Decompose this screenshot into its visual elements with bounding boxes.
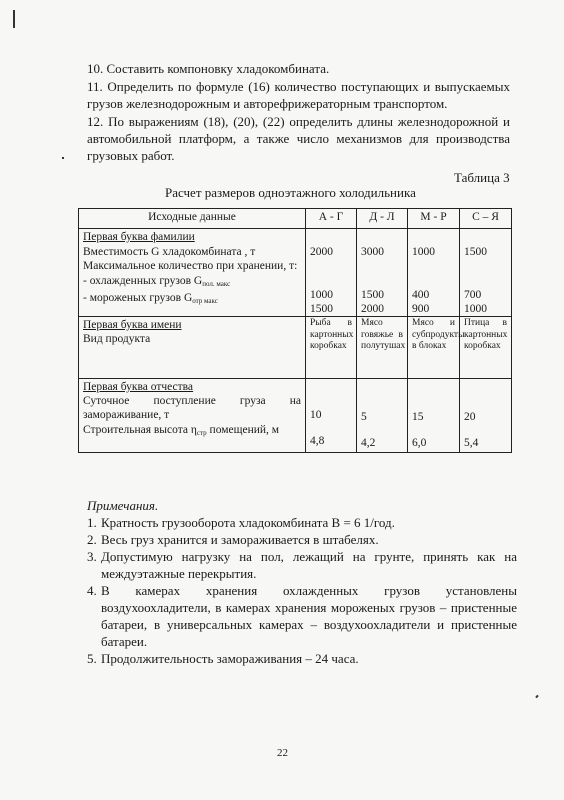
value-cell-d-l [357, 379, 408, 453]
capacity-value: 1500 [464, 246, 487, 258]
note-item: 4. В камерах хранения охлажденных грузов установлены воздухоохладители, в камерах хранения мороженых грузов – пристенные батареи, в универсальных камерах – воздухоохладители и пристенные батареи. [87, 583, 517, 649]
notes-list [87, 514, 517, 667]
frozen-value: 1500 [310, 302, 333, 315]
note-item: 1. Кратность грузооборота хладокомбината В = 6 1/год. [87, 515, 395, 530]
table-header-row [79, 209, 512, 229]
chilled-value: 400 [412, 288, 430, 301]
header-cell: С – Я [460, 209, 512, 229]
height-value: 4,8 [310, 435, 325, 448]
task-11: 11. Определить по формуле (16) количество поступающих и выпускаемых грузов железнодорожным и авторефрижераторным транспортом. [87, 79, 510, 111]
scan-mark [13, 10, 15, 28]
section-label-cell [79, 229, 306, 317]
chilled-value: 700 [464, 288, 482, 301]
frozen-value: 1000 [464, 302, 487, 315]
header-cell: Д - Л [357, 209, 408, 229]
product-cell: Мясо и субпродукты в блоках [408, 317, 460, 379]
section-title: Первая буква отчества [83, 381, 194, 393]
height-value: 4,2 [361, 437, 376, 450]
product-cell: Птица в картонных коробках [460, 317, 512, 379]
note-item: 5. Продолжительность замораживания – 24 часа. [87, 651, 359, 666]
scan-dot [535, 695, 538, 699]
chilled-value: 1000 [310, 288, 333, 301]
max-label: Максимальное количество при хранении, т: [83, 260, 298, 273]
chilled-label: - охлажденных грузов Gпол. макс [83, 274, 231, 288]
scan-dot [62, 157, 64, 159]
table-section-name [79, 317, 512, 379]
header-cell: А - Г [306, 209, 357, 229]
size-table [78, 208, 512, 453]
value-cell-s-ya [460, 229, 512, 317]
product-cell: Рыба в картонных коробках [306, 317, 357, 379]
capacity-value: 2000 [310, 246, 333, 258]
daily-value: 15 [412, 411, 424, 423]
capacity-value: 3000 [361, 246, 384, 258]
value-cell-s-ya [460, 379, 512, 453]
header-cell: Исходные данные [79, 209, 306, 229]
frozen-label: - мороженых грузов Gотр макс [83, 291, 218, 305]
section-title: Первая буква имени [83, 319, 182, 331]
value-cell-m-r [408, 379, 460, 453]
frozen-value: 2000 [361, 302, 384, 315]
height-label: Строительная высота ηстр помещений, м [83, 423, 280, 437]
product-label: Вид продукта [83, 333, 151, 346]
table-number: Таблица 3 [454, 170, 510, 185]
value-cell-d-l [357, 229, 408, 317]
section-label-cell [79, 379, 306, 453]
table-title: Расчет размеров одноэтажного холодильника [165, 185, 416, 200]
table-section-patronymic [79, 379, 512, 453]
product-cell: Мясо говяжье в полутушах [357, 317, 408, 379]
height-value: 6,0 [412, 437, 427, 450]
section-label-cell [79, 317, 306, 379]
notes-heading: Примечания. [87, 498, 159, 513]
capacity-value: 1000 [412, 246, 435, 258]
value-cell-a-g [306, 379, 357, 453]
chilled-value: 1500 [361, 288, 384, 301]
notes-section [87, 497, 517, 667]
table-section-surname [79, 229, 512, 317]
task-12: 12. По выражениям (18), (20), (22) определить длины железнодорожной и автомобильной платформ, а также число механизмов для производства грузовых работ. [87, 114, 510, 163]
section-title: Первая буква фамилии [83, 231, 195, 243]
value-cell-a-g [306, 229, 357, 317]
capacity-label: Вместимость G хладокомбината , т [83, 246, 256, 259]
daily-value: 20 [464, 411, 476, 423]
task-10: 10. Составить компоновку хладокомбината. [87, 61, 330, 76]
page-number: 22 [277, 747, 288, 759]
note-item: 3. Допустимую нагрузку на пол, лежащий на грунте, принять как на междуэтажные перекрытия. [87, 549, 517, 581]
header-cell: М - Р [408, 209, 460, 229]
daily-value: 5 [361, 411, 367, 423]
height-value: 5,4 [464, 437, 479, 450]
daily-value: 10 [310, 409, 322, 421]
value-cell-m-r [408, 229, 460, 317]
note-item: 2. Весь груз хранится и замораживается в штабелях. [87, 532, 379, 547]
daily-label: Суточное поступление груза на замораживание, т [83, 395, 301, 422]
frozen-value: 900 [412, 302, 430, 315]
